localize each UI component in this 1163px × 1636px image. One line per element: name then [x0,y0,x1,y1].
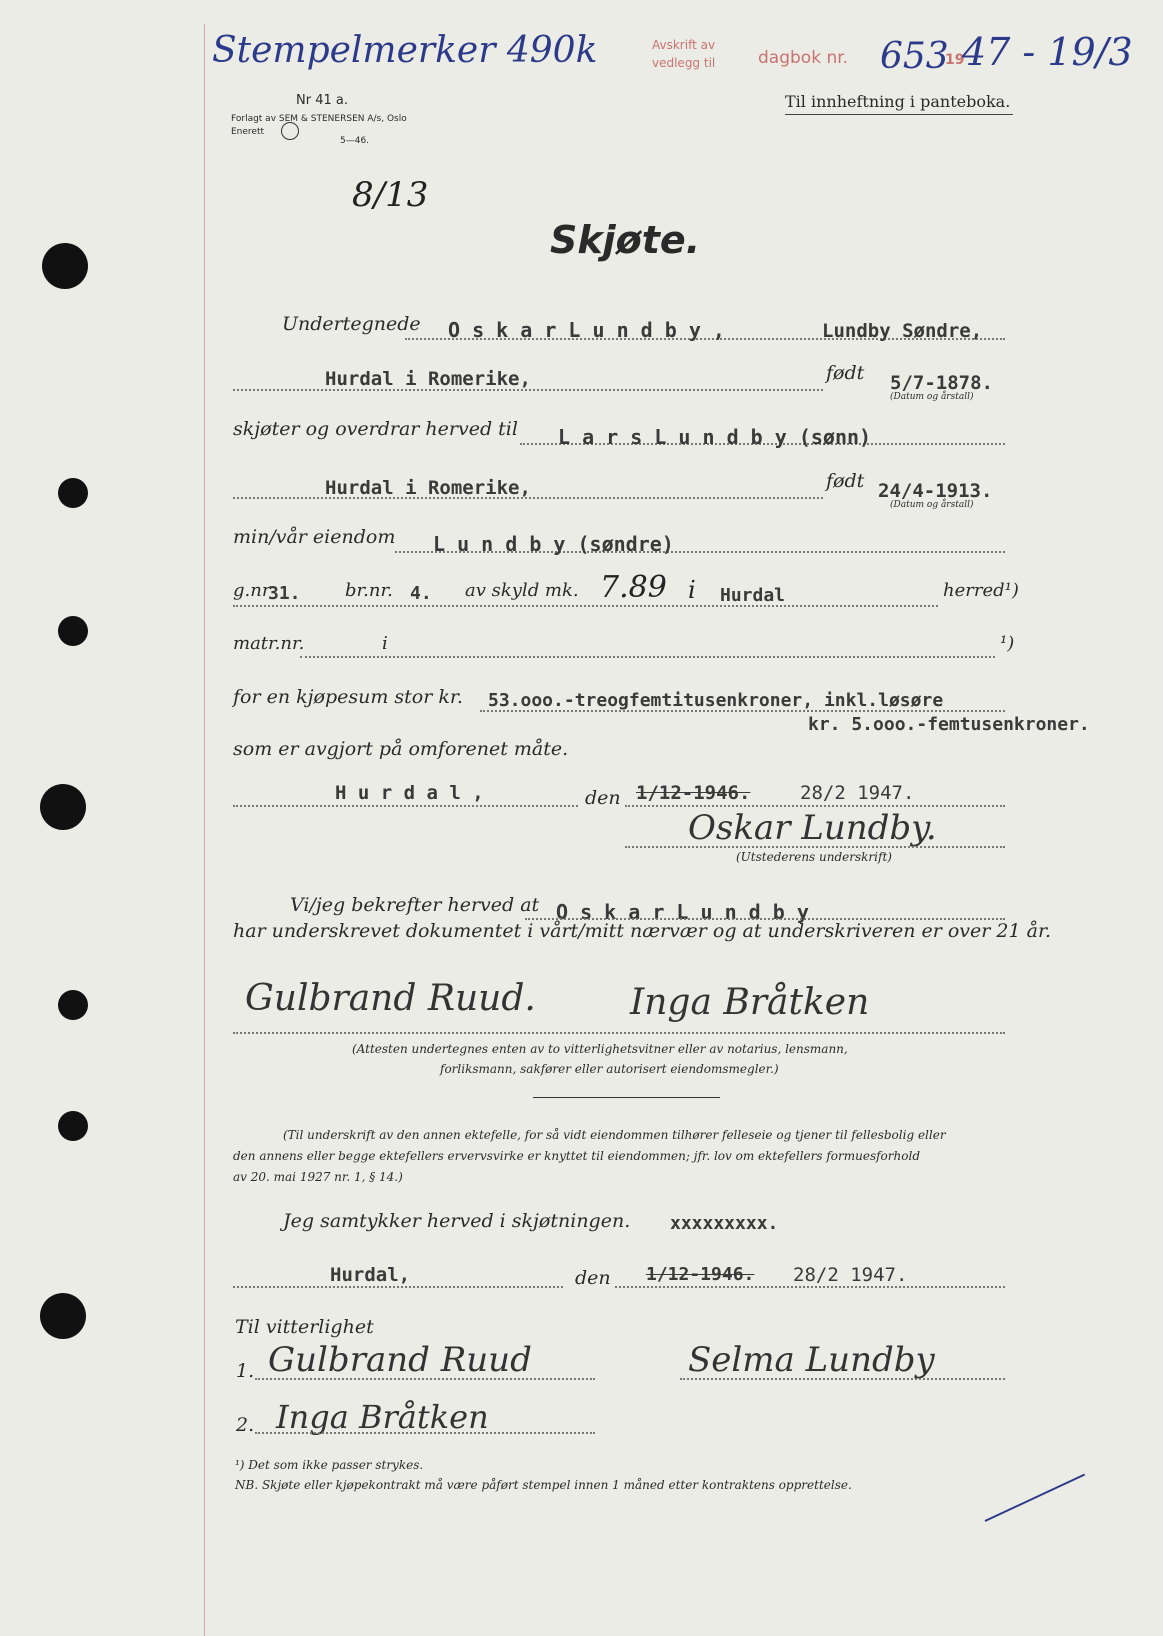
grantee-name: L a r s L u n d b y (sønn) [558,425,872,449]
publisher-date: 5—46. [340,136,370,146]
grantor-signature: Oskar Lundby. [688,808,937,848]
dotted-line [615,1286,1005,1288]
footnote-1: ¹) Det som ikke passer strykes. [235,1458,424,1472]
spouse-note-1: (Til underskrift av den annen ektefelle, for så vidt eiendommen tilhører felleseie og tjener til fellesbolig eller [283,1128,946,1142]
grantor-place: Lundby Søndre, [822,320,983,342]
binder-hole [58,990,88,1020]
attest-note-1: (Attesten undertegnes enten av to vitterlighetsvitner eller av notarius, lensmann, [352,1042,848,1056]
binder-hole [58,1111,88,1141]
separator [533,1097,720,1098]
matr-end: ¹) [1000,633,1015,654]
publisher-enerett: Enerett [231,127,265,137]
spouse-note-2: den annens eller begge ektefellers ervervsvirke er knyttet til eiendommen; jfr. lov om ektefellers formuesforhold [233,1149,920,1163]
kjopesum-label: for en kjøpesum stor kr. [233,686,463,708]
den-label: den [585,787,621,809]
gnr-value: 31. [268,583,301,604]
til-vitterlighet-label: Til vitterlighet [235,1316,374,1338]
dotted-line [680,1378,1005,1380]
dagbok-number: 653 [880,36,949,77]
consent-date-new: 28/2 1947. [793,1264,908,1286]
year-hand: 47 - 19/3 [962,30,1133,74]
brnr-label: br.nr. [345,580,393,601]
dotted-line [480,710,1005,712]
losore-value: kr. 5.ooo.-femtusenkroner. [808,714,1090,735]
grantor-name: O s k a r L u n d b y , [448,318,725,342]
binder-hole [58,616,88,646]
dotted-line [625,846,1005,848]
footnote-nb: NB. Skjøte eller kjøpekontrakt må være påført stempel innen 1 måned etter kontraktens opprettelse. [235,1478,852,1492]
grantee-born: 24/4-1913. [878,480,993,502]
consent-label: Jeg samtykker herved i skjøtningen. [283,1210,631,1232]
skyld-i: i [688,576,696,604]
witness-signer-name: O s k a r L u n d b y [556,900,809,924]
deed-place: H u r d a l , [335,782,484,804]
brnr-value: 4. [410,583,432,604]
grantee-place: Hurdal i Romerike, [325,477,531,499]
consent-witness-1: Gulbrand Ruud [268,1340,532,1380]
year-stamp: 19 [945,52,965,68]
grantor-place-2: Hurdal i Romerike, [325,368,531,390]
witness-signature-1: Gulbrand Ruud. [245,978,536,1019]
consent-den-label: den [575,1267,611,1289]
document-title: Skjøte. [550,218,701,262]
attest-note-2: forliksmann, sakfører eller autorisert eiendomsmegler.) [440,1062,779,1076]
dotted-line [233,805,578,807]
binder-hole [58,478,88,508]
form-number: Nr 41 a. [296,93,348,108]
binder-hole [40,784,86,830]
consent-witness-2: Inga Bråtken [276,1398,489,1436]
fodt-label-2: født [826,470,865,492]
consent-date-struck: 1/12-1946. [646,1264,755,1285]
skyld-label: av skyld mk. [465,580,579,601]
consent-place: Hurdal, [330,1264,411,1286]
publisher-line: Forlagt av SEM & STENERSEN A/s, Oslo [231,114,407,124]
witness-num-1: 1. [236,1360,255,1382]
vi-bekrefter-label: Vi/jeg bekrefter herved at [290,894,540,916]
til-innheftning-underline [785,114,1013,115]
herred-value: Hurdal [720,585,786,606]
publisher-logo [281,122,299,140]
witness-num-2: 2. [236,1414,255,1436]
matr-label: matr.nr. [233,633,305,654]
datum-hint-2: (Datum og årstall) [890,500,974,510]
matr-i: i [382,633,388,654]
dotted-line [255,1378,595,1380]
witness-line2: har underskrevet dokumentet i vårt/mitt nærvær og at underskriveren er over 21 år. [233,920,1051,942]
dotted-line [233,1286,563,1288]
date-struck: 1/12-1946. [636,782,751,804]
grantor-born: 5/7-1878. [890,372,993,394]
dotted-line [233,1032,1005,1034]
witness-signature-2: Inga Bråtken [630,982,870,1023]
vedlegg-label: vedlegg til [652,56,716,70]
herred-label: herred¹) [943,580,1019,601]
margin-note: 8/13 [352,175,429,215]
utstederens-label: (Utstederens underskrift) [736,850,892,864]
stamp-note: Stempelmerker 490k [212,30,598,71]
dotted-line [233,605,938,607]
dagbok-label: dagbok nr. [758,48,849,68]
eiendom-label: min/vår eiendom [233,526,396,548]
skjoter-label: skjøter og overdrar herved til [233,418,518,440]
margin-rule [204,24,205,1636]
binder-hole [40,1293,86,1339]
datum-hint: (Datum og årstall) [890,392,974,402]
dotted-line [300,656,995,658]
binder-hole [42,243,88,289]
property-name: L u n d b y (søndre) [433,532,674,556]
consent-struck: xxxxxxxxx. [670,1213,779,1234]
gnr-label: g.nr [233,580,271,601]
pen-mark [985,1474,1086,1522]
dotted-line [625,805,1005,807]
spouse-signature: Selma Lundby [688,1340,935,1380]
spouse-note-3: av 20. mai 1927 nr. 1, § 14.) [233,1170,403,1184]
fodt-label: født [826,362,865,384]
avgjort-text: som er avgjort på omforenet måte. [233,738,569,760]
undertegnede-label: Undertegnede [282,313,421,335]
avskrift-label: Avskrift av [652,38,716,52]
til-innheftning: Til innheftning i panteboka. [785,92,1011,111]
date-new: 28/2 1947. [800,782,915,804]
skyld-value: 7.89 [600,570,667,605]
kjopesum-value: 53.ooo.-treogfemtitusenkroner, inkl.løsøre [488,690,944,711]
dotted-line [255,1432,595,1434]
